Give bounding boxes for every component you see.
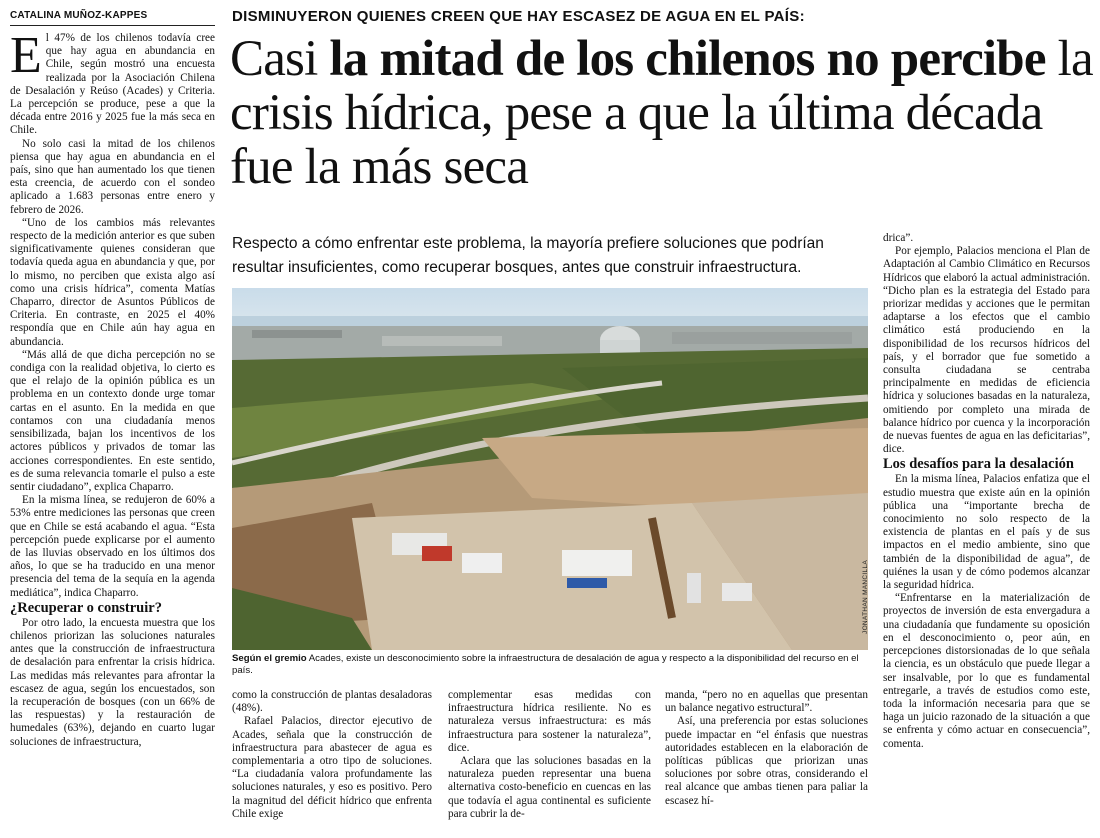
col1-paragraph-1: El 47% de los chilenos todavía cree que hay agua en abundancia en Chile, según mostró una encuesta realizada por la Asociación Chilena de Desalación y Reúso (Acades) y Criteria. La percepción se produce, pese a que la década entre 2016 y 2025 fue la más seca en Chile. [10, 27, 215, 137]
col5-paragraph-3: En la misma línea, Palacios enfatiza que el estudio muestra que existe aún en la opinión pública una “importante brecha de conocimiento no solo respecto de la existencia de plantas en el país y de sus impactos en el medio ambiente, sino que también de la disponibilidad de agua”, de quiénes la usan y de cómo podemos alcanzar la seguridad hídrica. [883, 473, 1090, 592]
byline: CATALINA MUÑOZ-KAPPES [10, 10, 215, 26]
aerial-photo-illustration [232, 288, 868, 650]
column-2 [232, 689, 432, 821]
photo-credit: JONATHAN MANCILLA [862, 560, 869, 634]
caption-text: Acades, existe un desconocimiento sobre la infraestructura de desalación de agua y respecto a la disponibilidad del recurso en el país. [232, 653, 859, 676]
col5-paragraph-4: “Enfrentarse en la materialización de proyectos de inversión de esta envergadura a una ciudadanía que fundamente su oposición en el desconocimiento o, peor aún, en percepciones distorsionadas de lo que señala la ciencia, es un obstáculo que puede llegar a ser insalvable, por lo que es fundamental entregarle, a través de estudios como este, toda la información necesaria para que se haga un juicio razonado de la situación a que se enfrenta y cómo actuar en consecuencia”, comenta. [883, 592, 1090, 750]
column-1 [10, 27, 215, 749]
col1-paragraph-5: En la misma línea, se redujeron de 60% a 53% entre mediciones las personas que creen que en Chile se está acabando el agua. “Esta percepción puede explicarse por el aumento de las lluvias observado en los últimos dos años, lo que se ha traducido en una menor presencia del tema de la sequía en la agenda mediática”, indica Chaparro. [10, 494, 215, 599]
dropcap: E [10, 27, 42, 84]
col1-paragraph-2: No solo casi la mitad de los chilenos piensa que hay agua en abundancia en el país, sino que han aumentado los que tienen esta creencia, de acuerdo con el sondeo aplicado a 1.683 personas entre enero y febrero de 2026. [10, 137, 215, 216]
col3-paragraph-1: complementar esas medidas con infraestructura hídrica resiliente. No es naturaleza versus infraestructura: es más infraestructura para sostener la naturaleza”, dice. [448, 689, 651, 754]
col4-paragraph-1: manda, “pero no en aquellas que presentan un balance negativo estructural”. [665, 689, 868, 715]
col1-paragraph-6: Por otro lado, la encuesta muestra que los chilenos priorizan las soluciones naturales antes que la construcción de infraestructura de desalación para enfrentar la crisis hídrica. Las medidas más relevantes para afrontar la escasez de agua, según los encuestados, son la recuperación de bosques (con un 66% de las respuestas) y la restauración de humedales (63%), dejando en cuarto lugar soluciones de infraestructura, [10, 616, 215, 748]
col4-paragraph-2: Así, una preferencia por estas soluciones puede impactar en “el énfasis que nuestras autoridades establecen en la elaboración de políticas públicas que priorizan unas soluciones por sobre otras, considerando el real alcance que ambas tienen para paliar la escasez hí- [665, 715, 868, 807]
headline-part1: Casi [230, 31, 330, 87]
column-4 [665, 689, 868, 808]
col3-paragraph-2: Aclara que las soluciones basadas en la naturaleza pueden representar una buena alternativa costo-beneficio en cuencas en las que todavía el agua continental es suficiente para cubrir la de- [448, 755, 651, 820]
column-5 [883, 232, 1090, 751]
subhead-desafios: Los desafíos para la desalación [883, 456, 1074, 473]
caption-lead: Según el gremio [232, 653, 307, 664]
subhead-recuperar: ¿Recuperar o construir? [10, 599, 162, 616]
col5-paragraph-1: drica”. [883, 232, 914, 244]
kicker: DISMINUYERON QUIENES CREEN QUE HAY ESCASEZ DE AGUA EN EL PAÍS: [232, 8, 805, 25]
col2-paragraph-2: Rafael Palacios, director ejecutivo de Acades, señala que la construcción de infraestructura para abastecer de agua es complementaria a otro tipo de soluciones. “La ciudadanía valora profundamente las soluciones naturales, y eso es positivo. Pero la magnitud del déficit hídrico que enfrenta Chile exige [232, 715, 432, 820]
headline-bold: la mitad de los chilenos no percibe [329, 31, 1046, 87]
col2-paragraph-1: como la construcción de plantas desaladoras (48%). [232, 689, 432, 715]
aerial-photo [232, 288, 868, 650]
deck: Respecto a cómo enfrentar este problema, la mayoría prefiere soluciones que podrían resultar insuficientes, como recuperar bosques, antes que construir infraestructura. [232, 235, 824, 276]
col1-paragraph-4: “Más allá de que dicha percepción no se condiga con la realidad objetiva, lo cierto es que el relajo de la opinión pública es un problema en un contexto donde urge tomar cartas en el asunto. En la medida en que contamos con una ciudadanía menos sensibilizada, bajan los incentivos de los actores públicos y privados de tomar las acciones correspondientes. En este sentido, es de suma relevancia tomarle el pulso a este sentir ciudadano”, explica Chaparro. [10, 348, 215, 493]
photo-caption [232, 653, 868, 677]
headline [230, 32, 1095, 194]
col5-paragraph-2: Por ejemplo, Palacios menciona el Plan de Adaptación al Cambio Climático en Recursos Hídricos que elaboró la actual administración. “Dicho plan es la estrategia del Estado para priorizar medidas y acciones que le permitan adaptarse a los efectos que el cambio climático está produciendo en la disponibilidad de los recursos hídricos del país, y el borrador que fue sometido a consulta ciudadana se centraba principalmente en medidas de eficiencia hídrica y soluciones basadas en la naturaleza, omitiendo por completo una mirada de balance hídrico por cuenca y la incorporación de nuevas fuentes de agua en las deficitarias”, dice. [883, 245, 1090, 456]
col1-paragraph-3: “Uno de los cambios más relevantes respecto de la medición anterior es que suben significativamente quienes consideran que todavía queda agua en abundancia y que, por lo mismo, no perciben que exista algo así como una crisis hídrica”, comenta Matías Chaparro, director de Asuntos Públicos de Criteria. En contraste, en 2025 el 40% respondía que en Chile aún hay agua en abundancia. [10, 216, 215, 348]
column-3 [448, 689, 651, 821]
headline-part3: la crisis hídrica, pese a que la última década fue la más seca [230, 31, 1093, 195]
